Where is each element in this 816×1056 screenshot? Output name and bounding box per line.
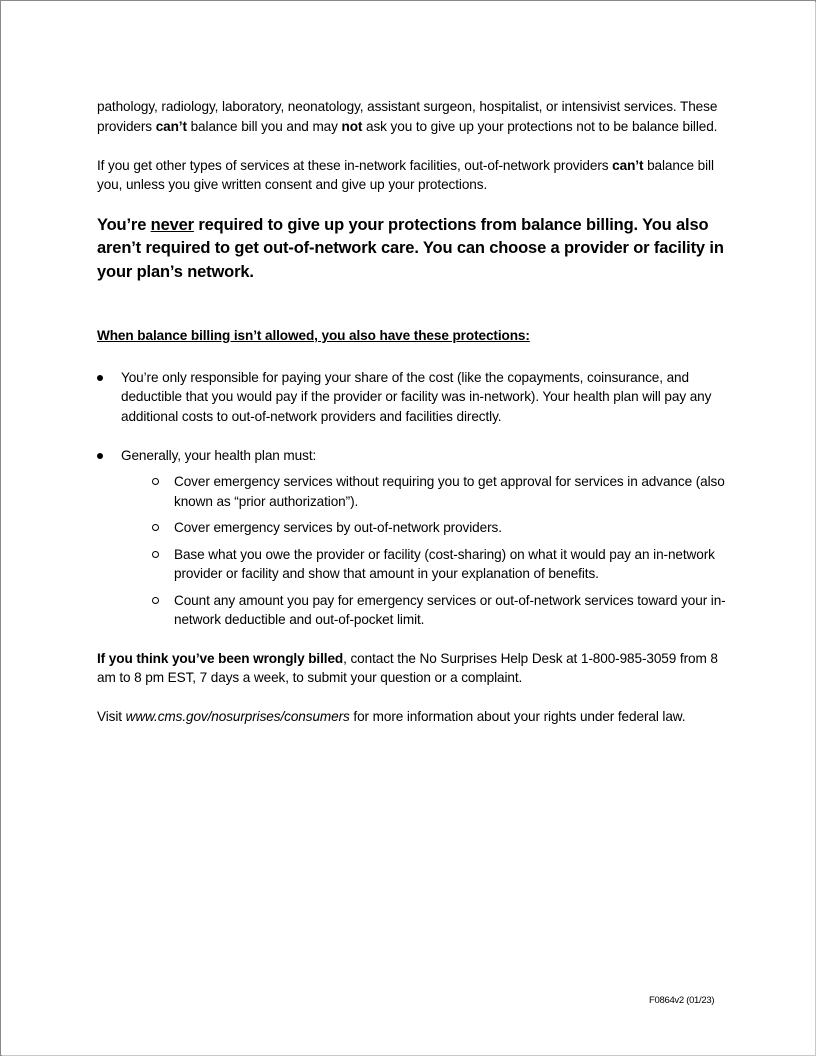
wrongly-billed-paragraph (97, 649, 727, 688)
page-content (97, 97, 727, 726)
emphasis-text: not (341, 118, 363, 134)
paragraph-provider-protections (97, 97, 727, 136)
lead-text: You’re (97, 215, 151, 234)
paragraph-text: If you get other types of services at these in-network facilities, out-of-network providers (97, 157, 613, 173)
paragraph-text: Visit (97, 708, 126, 724)
form-code: F0864v2 (01/23) (649, 995, 715, 1006)
sub-list-item-text: Count any amount you pay for emergency services or out-of-network services toward your in-network deductible and out-of-pocket limit. (174, 592, 726, 627)
bullet-icon (97, 453, 103, 459)
lead-text: required to give up your protections from balance billing. You also aren’t required to get out-of-network care. You can choose a provider or facility in your plan’s network. (97, 215, 724, 281)
sub-list-item-text: Cover emergency services without requiring you to get approval for services in advance (also known as “prior authorization”). (174, 474, 725, 509)
paragraph-text: balance bill you and may (186, 118, 342, 134)
lead-statement (97, 214, 727, 285)
sub-list-item (121, 518, 727, 538)
bullet-icon (97, 375, 103, 381)
visit-paragraph (97, 707, 727, 727)
sub-list-item (121, 545, 727, 584)
hollow-bullet-icon (152, 597, 159, 604)
hollow-bullet-icon (152, 478, 159, 485)
emphasis-text: If you think you’ve been wrongly billed (97, 650, 344, 666)
plan-requirements-list (121, 472, 727, 630)
lead-underlined-text: never (150, 215, 194, 234)
paragraph-text: ask you to give up your protections not to be balance billed. (362, 118, 718, 134)
paragraph-text: , contact the No Surprises Help Desk at 1-800-985-3059 from 8 am to 8 pm EST, 7 days a week, to submit your question or a complaint. (97, 650, 718, 685)
list-item-text: You’re only responsible for paying your share of the cost (like the copayments, coinsurance, and deductible that you would pay if the provider or facility was in-network). Your health plan will pay any additional costs to out-of-network providers and facilities directly. (121, 369, 712, 424)
emphasis-text: can’t (155, 118, 187, 134)
protections-list (97, 368, 727, 630)
cms-website-link[interactable]: www.cms.gov/nosurprises/consumers (125, 708, 350, 724)
sub-list-item-text: Cover emergency services by out-of-network providers. (174, 520, 502, 535)
paragraph-text: balance bill you, unless you give written consent and give up your protections. (97, 157, 714, 192)
list-item-text: Generally, your health plan must: (121, 447, 317, 463)
list-item (97, 446, 727, 630)
sub-list-item (121, 591, 727, 630)
list-item (97, 368, 727, 427)
sub-list-item (121, 472, 727, 511)
paragraph-text: pathology, radiology, laboratory, neonatology, assistant surgeon, hospitalist, or intensivist services. These providers (97, 99, 718, 134)
emphasis-text: can’t (612, 157, 644, 173)
section-heading: When balance billing isn’t allowed, you also have these protections: (97, 328, 530, 343)
paragraph-text: for more information about your rights under federal law. (349, 708, 686, 724)
paragraph-other-services (97, 156, 727, 195)
sub-list-item-text: Base what you owe the provider or facility (cost-sharing) on what it would pay an in-network provider or facility and show that amount in your explanation of benefits. (174, 546, 715, 581)
hollow-bullet-icon (152, 524, 159, 531)
hollow-bullet-icon (152, 551, 159, 558)
